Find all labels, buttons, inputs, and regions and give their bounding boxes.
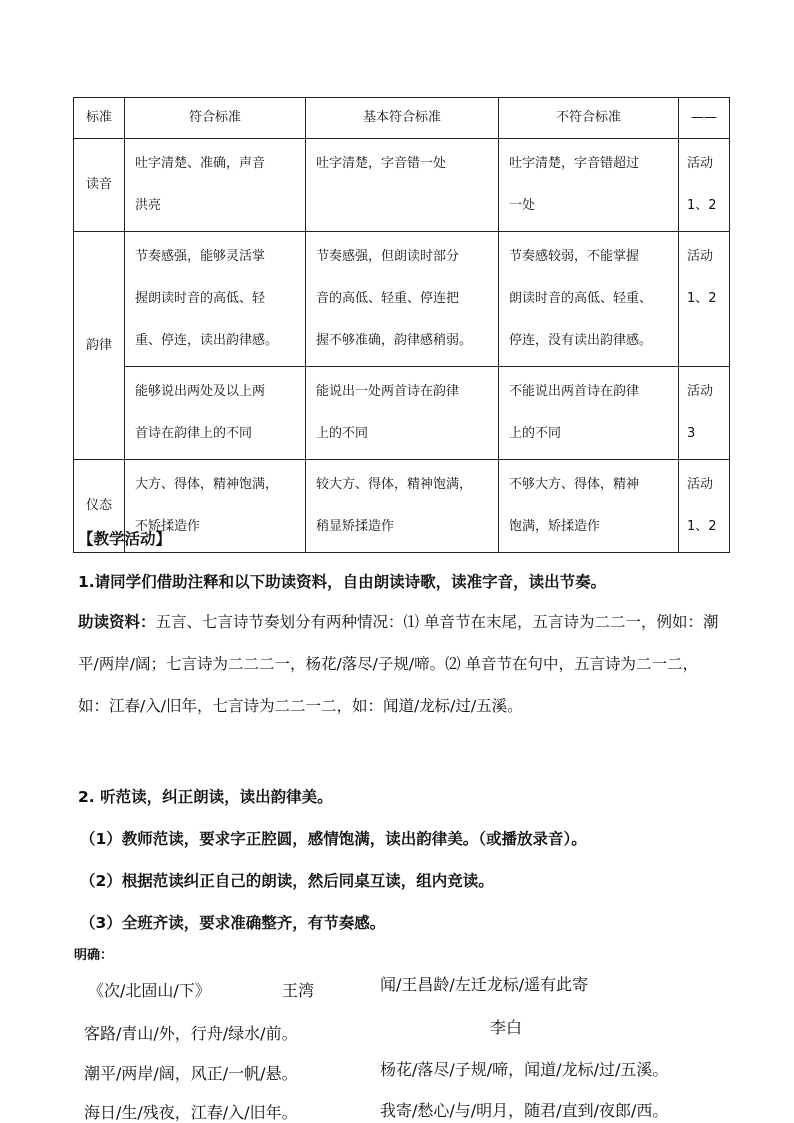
poem-right-line: 杨花/落尽/子规/啼，闻道/龙标/过/五溪。 [380, 1060, 669, 1079]
cell-not-meet: 不够大方、得体，精神 饱满，矫揉造作 [499, 460, 679, 553]
header-standard: 标准 [74, 98, 125, 139]
activity2-item: （2）根据范读纠正自己的朗读，然后同桌互读，组内竞读。 [80, 872, 494, 890]
cell-activity: 活动 1、2 [679, 460, 730, 553]
table-row [74, 232, 730, 367]
help-label: 助读资料： [78, 613, 156, 631]
cell-basically-meets: 能说出一处两首诗在韵律 上的不同 [306, 367, 499, 460]
table-row [74, 139, 730, 232]
header-meets: 符合标准 [125, 98, 306, 139]
cell-meets: 吐字清楚、准确，声音 洪亮 [125, 139, 306, 232]
table-row [74, 460, 730, 553]
header-basically-meets: 基本符合标准 [306, 98, 499, 139]
poem-right-author: 李白 [490, 1018, 523, 1037]
category-rhythm: 韵律 [74, 232, 125, 460]
cell-not-meet: 吐字清楚，字音错超过 一处 [499, 139, 679, 232]
poem-left-title: 《次/北固山/下》 [88, 981, 211, 1000]
poem-left-author: 王湾 [282, 981, 315, 1000]
category-demeanor: 仪态 [74, 460, 125, 553]
activity2-item: （3）全班齐读，要求准确整齐，有节奏感。 [80, 914, 386, 932]
poem-right-line: 我寄/愁心/与/明月，随君/直到/夜郎/西。 [380, 1101, 669, 1120]
poem-left-line: 客路/青山/外，行舟/绿水/前。 [84, 1024, 298, 1043]
help-material [78, 601, 728, 727]
cell-meets: 大方、得体，精神饱满， 不矫揉造作 [125, 460, 306, 553]
cell-not-meet: 节奏感较弱，不能掌握 朗读时音的高低、轻重、 停连，没有读出韵律感。 [499, 232, 679, 367]
poem-right-title: 闻/王昌龄/左迁龙标/遥有此寄 [380, 975, 589, 994]
activity2-item: （1）教师范读，要求字正腔圆，感情饱满，读出韵律美。（或播放录音）。 [80, 830, 587, 848]
cell-activity: 活动 1、2 [679, 232, 730, 367]
cell-basically-meets: 节奏感强，但朗读时部分 音的高低、轻重、停连把 握不够准确，韵律感稍弱。 [306, 232, 499, 367]
poem-left-line: 潮平/两岸/阔，风正/一帆/悬。 [84, 1064, 298, 1083]
cell-meets: 能够说出两处及以上两 首诗在韵律上的不同 [125, 367, 306, 460]
help-text: 五言、七言诗节奏划分有两种情况：⑴ 单音节在末尾，五言诗为二二一，例如：潮平/两岸/阔；七言诗为二二二一，杨花/落尽/子规/啼。⑵ 单音节在句中，五言诗为二一二，如：江春/入/旧年，七言诗为二二一二，如：闻道/龙标/过/五溪。 [78, 613, 719, 715]
poem-left-line: 海日/生/残夜，江春/入/旧年。 [84, 1103, 298, 1122]
header-activity: —— [679, 98, 730, 139]
table-row [74, 367, 730, 460]
cell-activity: 活动 1、2 [679, 139, 730, 232]
cell-activity: 活动 3 [679, 367, 730, 460]
section-title: 【教学活动】 [78, 530, 172, 548]
cell-meets: 节奏感强，能够灵活掌 握朗读时音的高低、轻 重、停连，读出韵律感。 [125, 232, 306, 367]
activity1-title: 1.请同学们借助注释和以下助读资料，自由朗读诗歌，读准字音，读出节奏。 [78, 573, 607, 591]
clarification-label: 明确： [74, 948, 114, 963]
cell-not-meet: 不能说出两首诗在韵律 上的不同 [499, 367, 679, 460]
cell-basically-meets: 较大方、得体，精神饱满， 稍显矫揉造作 [306, 460, 499, 553]
activity2-title: 2. 听范读，纠正朗读，读出韵律美。 [78, 788, 333, 806]
category-pronunciation: 读音 [74, 139, 125, 232]
evaluation-rubric-table [73, 97, 730, 553]
cell-basically-meets: 吐字清楚，字音错一处 [306, 139, 499, 232]
header-not-meet: 不符合标准 [499, 98, 679, 139]
table-header-row [74, 98, 730, 139]
